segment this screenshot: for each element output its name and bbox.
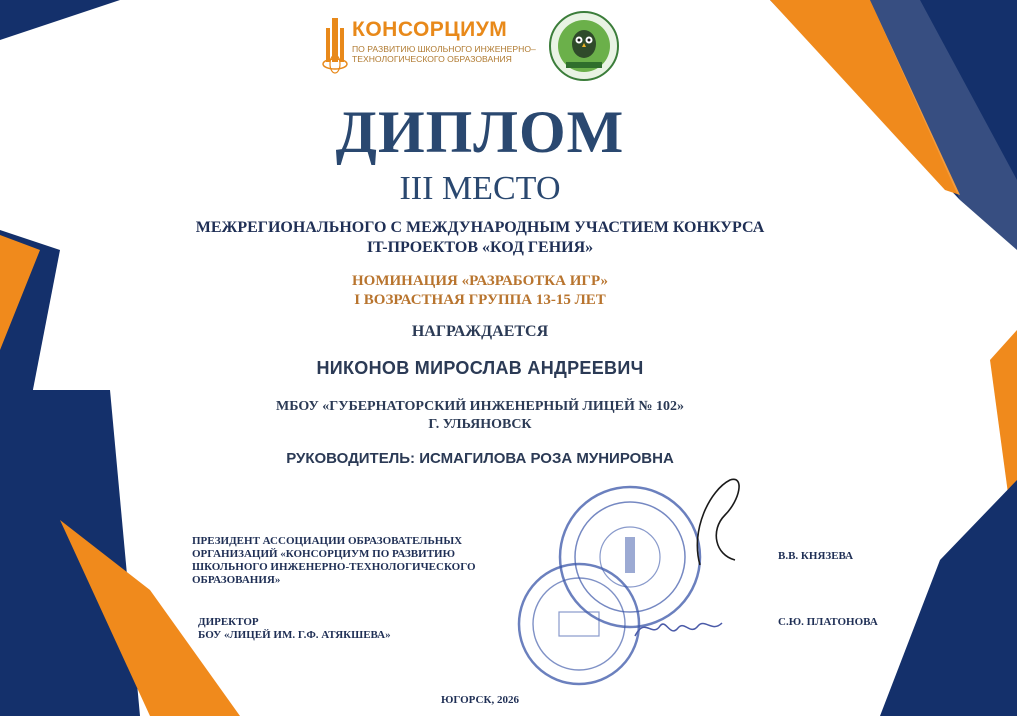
lyceum-emblem-icon <box>548 10 620 82</box>
school-info <box>0 398 960 434</box>
president-name: В.В. КНЯЗЕВА <box>778 550 854 562</box>
nomination-line-1: НОМИНАЦИЯ «РАЗРАБОТКА ИГР» <box>352 273 608 289</box>
consortium-logo <box>322 14 552 78</box>
logo-subtitle: ПО РАЗВИТИЮ ШКОЛЬНОГО ИНЖЕНЕРНО–ТЕХНОЛОГИЧЕСКОГО ОБРАЗОВАНИЯ <box>352 44 536 64</box>
place-heading: III МЕСТО <box>399 170 561 207</box>
president-role-line-2: ОРГАНИЗАЦИЙ «КОНСОРЦИУМ ПО РАЗВИТИЮ <box>192 548 455 560</box>
president-role-line-4: ОБРАЗОВАНИЯ» <box>192 574 281 586</box>
recipient-name: НИКОНОВ МИРОСЛАВ АНДРЕЕВИЧ <box>316 358 644 378</box>
director-role-line-2: БОУ «ЛИЦЕЙ ИМ. Г.Ф. АТЯКШЕВА» <box>198 629 391 641</box>
president-role-line-3: ШКОЛЬНОГО ИНЖЕНЕРНО-ТЕХНОЛОГИЧЕСКОГО <box>192 561 476 573</box>
contest-name <box>0 218 960 258</box>
supervisor: РУКОВОДИТЕЛЬ: ИСМАГИЛОВА РОЗА МУНИРОВНА <box>286 450 674 467</box>
school-name: МБОУ «ГУБЕРНАТОРСКИЙ ИНЖЕНЕРНЫЙ ЛИЦЕЙ № 102» <box>276 399 684 414</box>
tower-atom-icon <box>322 16 348 74</box>
contest-line-1: МЕЖРЕГИОНАЛЬНОГО С МЕЖДУНАРОДНЫМ УЧАСТИЕМ КОНКУРСА <box>195 219 765 236</box>
awarded-label: НАГРАЖДАЕТСЯ <box>411 323 549 340</box>
diploma-title: ДИПЛОМ <box>335 99 625 165</box>
director-signature <box>630 608 725 648</box>
footer-place-year: ЮГОРСК, 2026 <box>441 694 519 706</box>
director-name: С.Ю. ПЛАТОНОВА <box>778 616 878 628</box>
logo-title: КОНСОРЦИУМ <box>352 18 508 41</box>
contest-line-2: IT-ПРОЕКТОВ «КОД ГЕНИЯ» <box>366 239 594 256</box>
president-signature <box>680 470 750 570</box>
president-role <box>192 535 476 587</box>
nomination <box>0 272 960 310</box>
director-role <box>198 616 391 642</box>
nomination-line-2: I ВОЗРАСТНАЯ ГРУППА 13-15 ЛЕТ <box>354 292 606 308</box>
director-role-line-1: ДИРЕКТОР <box>198 616 259 628</box>
president-role-line-1: ПРЕЗИДЕНТ АССОЦИАЦИИ ОБРАЗОВАТЕЛЬНЫХ <box>192 535 463 547</box>
lyceum-stamp <box>515 560 643 688</box>
school-city: Г. УЛЬЯНОВСК <box>428 417 532 432</box>
